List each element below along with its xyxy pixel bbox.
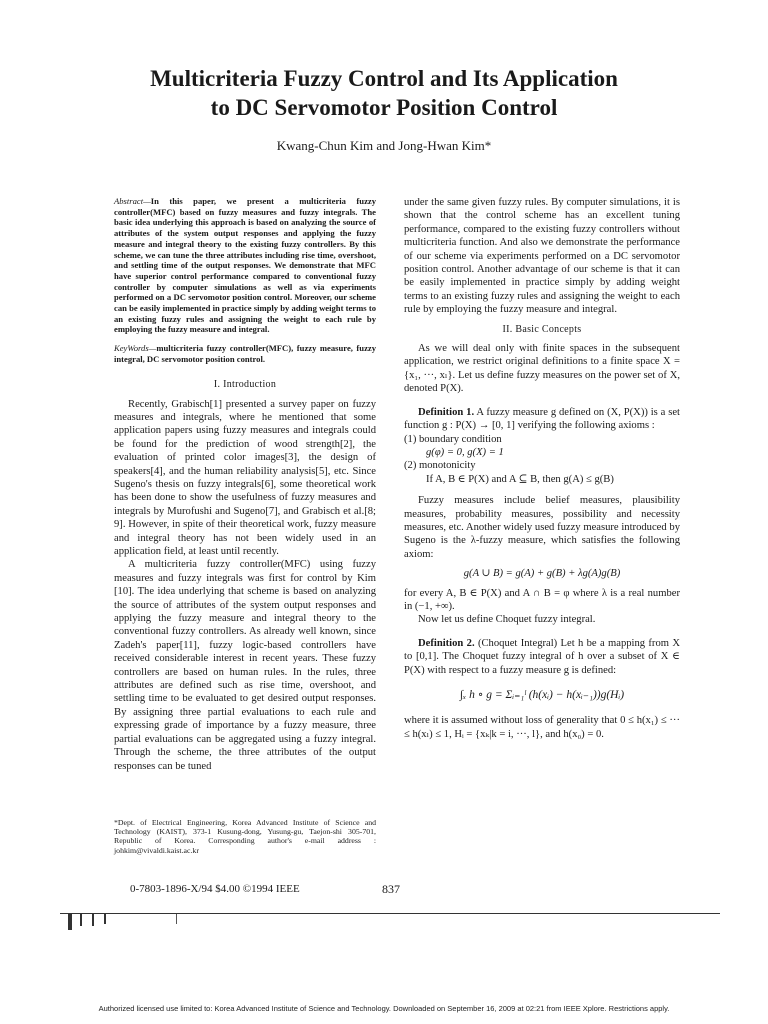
scan-mark [92, 914, 94, 926]
keywords-label: KeyWords— [114, 343, 157, 354]
keywords [114, 343, 376, 364]
axiom-2-equation: If A, B ∈ P(X) and A ⊆ B, then g(A) ≤ g(B) [426, 473, 614, 485]
paragraph: where it is assumed without loss of generality that 0 ≤ h(x₁) ≤ ··· ≤ h(xₗ) ≤ 1, Hᵢ = {xₖ|k = i, ···, l}, and h(x₀) = 0. [404, 715, 680, 740]
definition-label: Definition 2. [418, 637, 475, 649]
definition-label: Definition 1. [418, 406, 475, 418]
abstract [114, 196, 376, 335]
paragraph: As we will deal only with finite spaces in the subsequent application, we restrict original definitions to a finite space X = {x₁, ···, xₗ}. Let us define fuzzy measures on the power set of X, denoted P(X). [404, 343, 680, 395]
scan-mark [80, 914, 82, 926]
axiom-1: (1) boundary condition [404, 433, 502, 445]
scan-mark [104, 914, 106, 924]
section-heading-basic-concepts: II. Basic Concepts [502, 323, 582, 335]
definition-1 [404, 406, 680, 433]
paper-title [0, 64, 768, 122]
abstract-text: In this paper, we present a multicriteria fuzzy controller(MFC) based on fuzzy measures and fuzzy integrals. The basic idea underlying this approach is based on analyzing the source of attributes of the system output responses and applying the fuzzy measure and integral theory to the existing fuzzy controllers. By this scheme, we can tune the three attributes including rise time, overshoot, and settling time of the output responses. We demonstrate that MFC have superior control performance compared to conventional fuzzy controller by computer simulations as well as via experiments performed on a DC servomotor position control. Moreover, our scheme can be easily implemented in practice simply by adding weight terms to an existing fuzzy rules and assigning the weight to each rule by employing the fuzzy measure and integral. [114, 196, 376, 335]
title-line-1: Multicriteria Fuzzy Control and Its Application [150, 66, 618, 91]
scan-mark [176, 914, 177, 924]
paragraph: for every A, B ∈ P(X) and A ∩ B = φ where λ is a real number in (−1, +∞). [404, 587, 680, 612]
keywords-text: multicriteria fuzzy controller(MFC), fuzzy measure, fuzzy integral, DC servomotor position control. [114, 343, 376, 364]
left-column [114, 196, 376, 773]
license-notice: Authorized licensed use limited to: Korea Advanced Institute of Science and Technology. Downloaded on September 16, 2009 at 02:21 from IEEE Xplore. Restrictions apply. [98, 1004, 670, 1013]
lambda-measure-equation: g(A ∪ B) = g(A) + g(B) + λg(A)g(B) [463, 568, 621, 580]
paragraph: A multicriteria fuzzy controller(MFC) using fuzzy measures and fuzzy integrals was first for control by Kim [10]. The idea underlying that scheme is based on analyzing the source of attributes of the system output responses and applying the fuzzy measure and integral theory to the conventional fuzzy controllers. As already well known, since Zadeh's paper[11], fuzzy logic-based controllers have received considerable interest in recent years. These fuzzy controllers are based on human rules. In the rules, three attributes are defined such as rise time, overshoot, and settling time to be evaluated to get desired output responses. By assigning three partial evaluations to each rule and expressing grade of importance by a fuzzy measure, three partial evaluations can be aggregated using a fuzzy integral. Through the scheme, the three attributes of the output responses can be tuned [114, 559, 376, 772]
copyright-line: 0-7803-1896-X/94 $4.00 ©1994 IEEE [130, 883, 300, 895]
axiom-1-equation: g(φ) = 0, g(X) = 1 [426, 446, 504, 458]
choquet-integral-equation: ∫ₓ h ∘ g = Σᵢ₌₁ˡ (h(xᵢ) − h(xᵢ₋₁))g(Hᵢ) [459, 689, 625, 701]
abstract-label: Abstract— [114, 196, 151, 206]
author-list: Kwang-Chun Kim and Jong-Hwan Kim* [276, 138, 492, 153]
title-line-2: to DC Servomotor Position Control [210, 95, 558, 120]
paragraph: Recently, Grabisch[1] presented a survey paper on fuzzy measures and integrals, where he mentioned that some application papers using fuzzy measures and integrals could be found for the prediction of wood strength[2], the evaluation of printed color images[3], the design of speakers[4], and the human reliability analysis[5], etc. Since Sugeno's thesis on fuzzy integrals[6], some theoretical work has been done to show the usefulness of fuzzy measures and integrals by Murofushi and Sugeno[7], and Grabisch et al.[8; 9]. However, in spite of their theoretical work, fuzzy measure and integral theory has not been widely used in an application field, at least until recently. [114, 398, 376, 558]
right-column [404, 196, 680, 741]
introduction-body [114, 398, 376, 773]
paragraph: Fuzzy measures include belief measures, plausibility measures, probability measures, possibility and necessity measures, etc. Another widely used fuzzy measure introduced by Sugeno is the λ-fuzzy measure, which satisfies the following axiom: [404, 495, 680, 560]
scan-mark [68, 914, 72, 930]
paragraph: under the same given fuzzy rules. By computer simulations, it is shown that the control scheme has an excellent tuning performance, compared to the existing fuzzy controllers without multicriteria function. And also we demonstrate the performance of our scheme via experiments performed on a DC servomotor position control. Another advantage of our scheme is that it can be easily implemented in practice simply by adding weight terms to an existing fuzzy rules and assigning the weight to each rule by employing the fuzzy measure and integral. [404, 197, 680, 316]
footnote: *Dept. of Electrical Engineering, Korea Advanced Institute of Science and Technology (KAIST), 373-1 Kusung-dong, Yusung-gu, Taejon-shi 305-701, Republic of Korea. Corresponding author's e-mail address : johkim@vivaldi.kaist.ac.kr [114, 818, 376, 855]
definition-text: (Choquet Integral) Let h be a mapping from X to [0,1]. The Choquet fuzzy integral of h over a subset of X ∈ P(X) with respect to a fuzzy measure g is defined: [404, 637, 680, 676]
axiom-2: (2) monotonicity [404, 460, 476, 472]
definition-2 [404, 637, 680, 677]
paragraph: Now let us define Choquet fuzzy integral. [418, 614, 596, 626]
scan-edge-rule [60, 913, 720, 914]
definition-text: A fuzzy measure g defined on (X, P(X)) is a set function g : P(X) → [0, 1] verifying the following axioms : [404, 406, 680, 432]
page-number: 837 [382, 882, 400, 896]
section-heading-introduction: I. Introduction [213, 378, 277, 390]
